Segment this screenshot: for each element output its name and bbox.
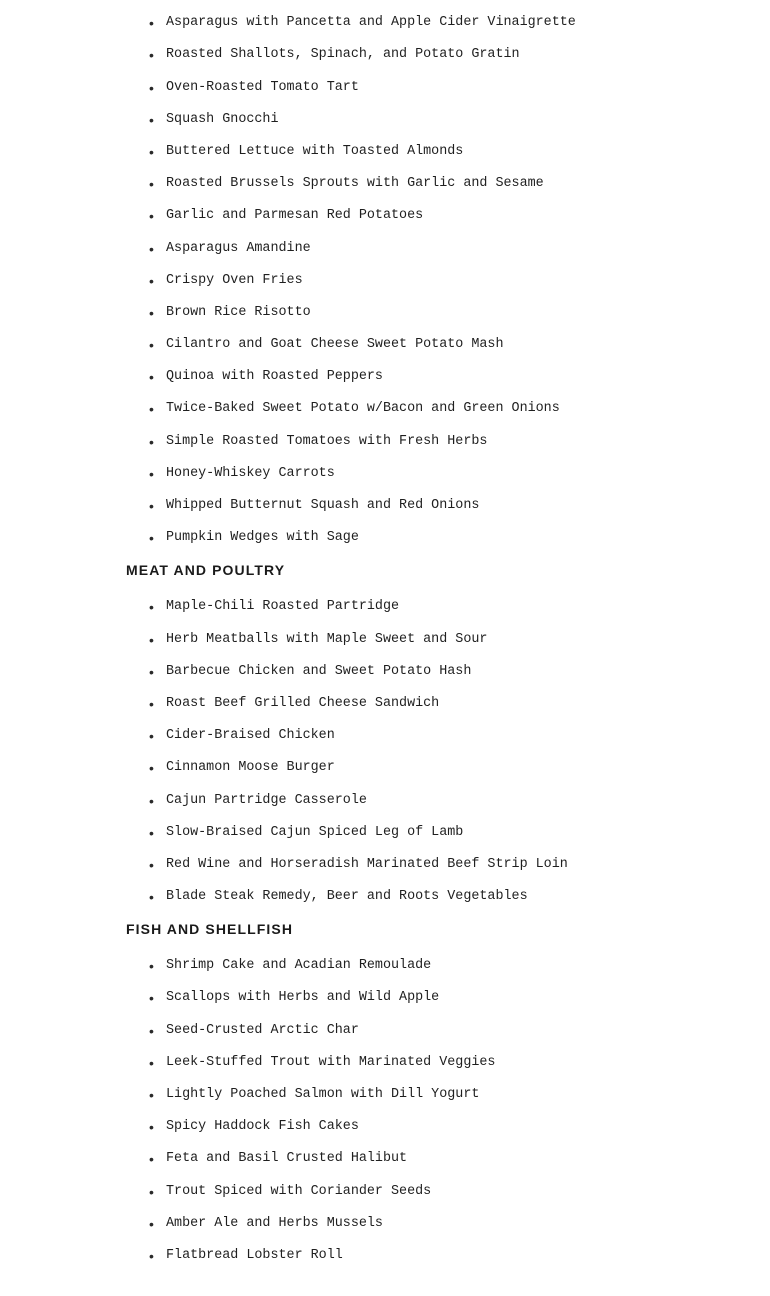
list-item[interactable]: [149, 110, 746, 130]
recipe-link[interactable]: Maple-Chili Roasted Partridge: [166, 599, 400, 615]
bullet-icon: •: [149, 990, 154, 1007]
recipe-link[interactable]: Pumpkin Wedges with Sage: [166, 530, 359, 546]
recipe-link[interactable]: Cider-Braised Chicken: [166, 728, 335, 744]
list-item[interactable]: [149, 432, 746, 452]
vegetables-sides-list: [126, 0, 746, 548]
recipe-link[interactable]: Asparagus Amandine: [166, 240, 311, 256]
bullet-icon: •: [149, 695, 154, 712]
recipe-link[interactable]: Roasted Brussels Sprouts with Garlic and Sesame: [166, 176, 544, 192]
recipe-link[interactable]: Shrimp Cake and Acadian Remoulade: [166, 958, 432, 974]
recipe-link[interactable]: Twice-Baked Sweet Potato w/Bacon and Green Onions: [166, 401, 560, 417]
bullet-icon: •: [149, 304, 154, 321]
list-item[interactable]: [149, 662, 746, 682]
recipe-link[interactable]: Squash Gnocchi: [166, 111, 279, 127]
bullet-icon: •: [149, 337, 154, 354]
list-item[interactable]: [149, 1214, 746, 1234]
bullet-icon: •: [149, 856, 154, 873]
list-item[interactable]: [149, 694, 746, 714]
bullet-icon: •: [149, 79, 154, 96]
bullet-icon: •: [149, 47, 154, 64]
list-item[interactable]: [149, 855, 746, 875]
list-item[interactable]: [149, 142, 746, 162]
recipe-link[interactable]: Seed-Crusted Arctic Char: [166, 1022, 359, 1038]
section-heading-meat-poultry: MEAT AND POULTRY: [126, 562, 286, 579]
bullet-icon: •: [149, 465, 154, 482]
recipe-link[interactable]: Garlic and Parmesan Red Potatoes: [166, 208, 424, 224]
list-item[interactable]: [149, 399, 746, 419]
list-item[interactable]: [149, 1182, 746, 1202]
list-item[interactable]: [149, 335, 746, 355]
recipe-link[interactable]: Slow-Braised Cajun Spiced Leg of Lamb: [166, 824, 464, 840]
bullet-icon: •: [149, 792, 154, 809]
bullet-icon: •: [149, 530, 154, 547]
bullet-icon: •: [149, 1215, 154, 1232]
list-item[interactable]: [149, 45, 746, 65]
recipe-link[interactable]: Blade Steak Remedy, Beer and Roots Vegetables: [166, 889, 528, 905]
recipe-link[interactable]: Cilantro and Goat Cheese Sweet Potato Mash: [166, 337, 504, 353]
bullet-icon: •: [149, 1119, 154, 1136]
bullet-icon: •: [149, 728, 154, 745]
list-item[interactable]: [149, 206, 746, 226]
recipe-link[interactable]: Crispy Oven Fries: [166, 272, 303, 288]
recipe-link[interactable]: Feta and Basil Crusted Halibut: [166, 1151, 408, 1167]
recipe-link[interactable]: Trout Spiced with Coriander Seeds: [166, 1183, 432, 1199]
recipe-link[interactable]: Red Wine and Horseradish Marinated Beef Strip Loin: [166, 856, 568, 872]
recipe-link[interactable]: Herb Meatballs with Maple Sweet and Sour: [166, 631, 488, 647]
list-item[interactable]: [149, 78, 746, 98]
meat-poultry-list: [126, 597, 746, 907]
recipe-link[interactable]: Cajun Partridge Casserole: [166, 792, 367, 808]
list-item[interactable]: [149, 1021, 746, 1041]
recipe-link[interactable]: Roasted Shallots, Spinach, and Potato Gratin: [166, 47, 520, 63]
list-item[interactable]: [166, 0, 746, 1]
list-item[interactable]: [149, 988, 746, 1008]
list-item[interactable]: [149, 1085, 746, 1105]
bullet-icon: [149, 0, 154, 1]
bullet-icon: •: [149, 631, 154, 648]
bullet-icon: •: [149, 433, 154, 450]
list-item[interactable]: [149, 239, 746, 259]
recipe-link[interactable]: Whipped Butternut Squash and Red Onions: [166, 498, 480, 513]
bullet-icon: •: [149, 1151, 154, 1168]
recipe-link[interactable]: Simple Roasted Tomatoes with Fresh Herbs: [166, 433, 488, 449]
bullet-icon: •: [149, 111, 154, 128]
list-item[interactable]: [149, 464, 746, 484]
list-item[interactable]: [149, 1117, 746, 1137]
bullet-icon: •: [149, 240, 154, 257]
recipe-link[interactable]: Buttered Lettuce with Toasted Almonds: [166, 143, 464, 159]
recipe-index: [126, 0, 746, 1278]
bullet-icon: •: [149, 889, 154, 906]
recipe-link[interactable]: Lightly Poached Salmon with Dill Yogurt: [166, 1087, 480, 1102]
recipe-link[interactable]: Barbecue Chicken and Sweet Potato Hash: [166, 663, 472, 679]
list-item[interactable]: [149, 791, 746, 811]
bullet-icon: •: [149, 599, 154, 616]
bullet-icon: •: [149, 176, 154, 193]
list-item[interactable]: [149, 887, 746, 907]
bullet-icon: •: [149, 1054, 154, 1071]
recipe-link[interactable]: Quinoa with Roasted Peppers: [166, 369, 383, 385]
bullet-icon: •: [149, 760, 154, 777]
bullet-icon: •: [149, 1247, 154, 1264]
bullet-icon: •: [149, 143, 154, 160]
recipe-link[interactable]: Oven-Roasted Tomato Tart: [166, 79, 359, 95]
recipe-link[interactable]: Spicy Haddock Fish Cakes: [166, 1119, 359, 1135]
list-item[interactable]: [149, 956, 746, 976]
list-item[interactable]: [149, 758, 746, 778]
recipe-link[interactable]: Amber Ale and Herbs Mussels: [166, 1215, 383, 1231]
bullet-icon: •: [149, 208, 154, 225]
list-item[interactable]: [149, 1149, 746, 1169]
list-item[interactable]: [149, 303, 746, 323]
list-item[interactable]: [149, 1053, 746, 1073]
fish-shellfish-list: [126, 956, 746, 1266]
bullet-icon: •: [149, 958, 154, 975]
recipe-link[interactable]: Cinnamon Moose Burger: [166, 760, 335, 776]
list-item[interactable]: [149, 1246, 746, 1266]
bullet-icon: •: [149, 498, 154, 514]
list-item[interactable]: [149, 496, 746, 516]
list-item[interactable]: [149, 528, 746, 548]
recipe-link[interactable]: Honey-Whiskey Carrots: [166, 465, 335, 481]
section-heading-fish-shellfish: FISH AND SHELLFISH: [126, 921, 294, 938]
recipe-link[interactable]: Roast Beef Grilled Cheese Sandwich: [166, 695, 440, 711]
list-item[interactable]: [149, 367, 746, 387]
list-item[interactable]: [149, 726, 746, 746]
recipe-link[interactable]: Asparagus with Pancetta and Apple Cider Vinaigrette: [166, 15, 576, 31]
bullet-icon: •: [149, 663, 154, 680]
list-item[interactable]: [149, 630, 746, 650]
bullet-icon: •: [149, 824, 154, 841]
list-item[interactable]: [149, 13, 746, 33]
recipe-link[interactable]: Brown Rice Risotto: [166, 304, 311, 320]
recipe-link[interactable]: Flatbread Lobster Roll: [166, 1247, 343, 1263]
bullet-icon: •: [149, 1183, 154, 1200]
recipe-link[interactable]: Leek-Stuffed Trout with Marinated Veggies: [166, 1054, 496, 1070]
bullet-icon: •: [149, 15, 154, 32]
list-item[interactable]: [149, 597, 746, 617]
bullet-icon: •: [149, 401, 154, 418]
bullet-icon: •: [149, 1087, 154, 1103]
bullet-icon: •: [149, 1022, 154, 1039]
recipe-link[interactable]: Scallops with Herbs and Wild Apple: [166, 990, 440, 1006]
list-item[interactable]: [149, 823, 746, 843]
bullet-icon: •: [149, 272, 154, 289]
bullet-icon: •: [149, 369, 154, 386]
list-item[interactable]: [149, 271, 746, 291]
list-item[interactable]: [149, 174, 746, 194]
